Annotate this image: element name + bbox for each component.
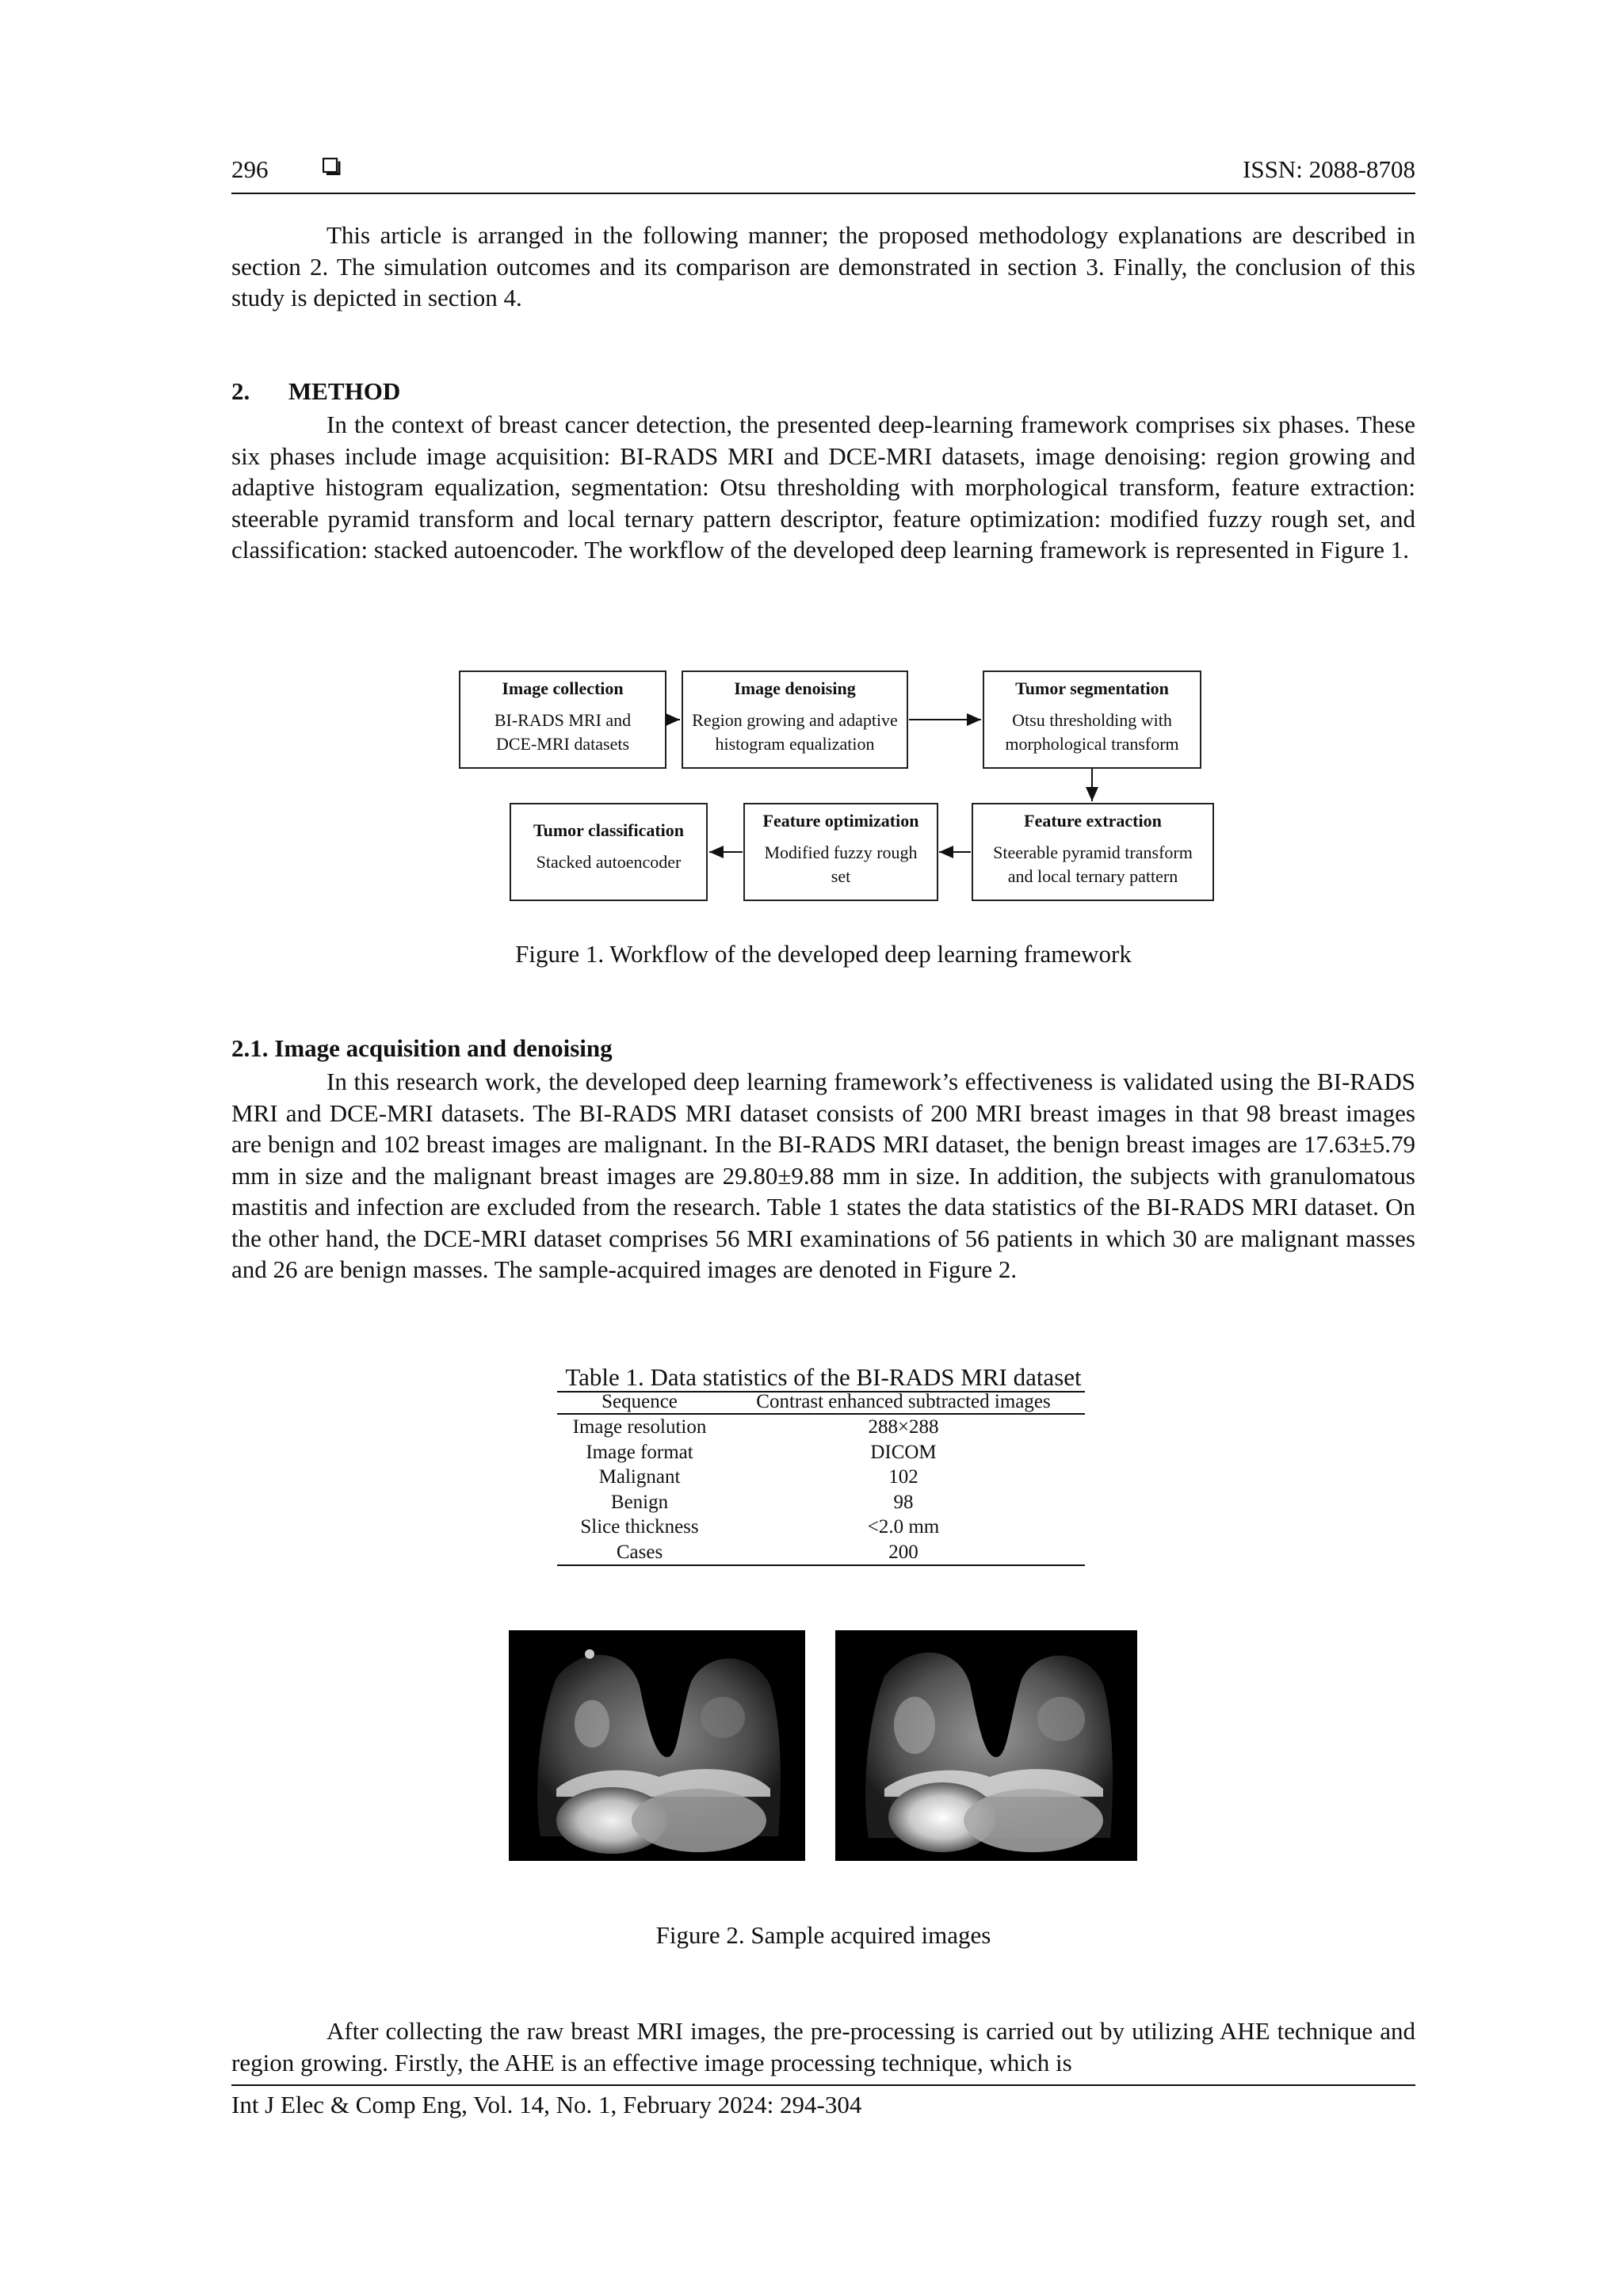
flow-box-text: set [831, 866, 851, 886]
flow-box-text: Otsu thresholding with [1012, 710, 1172, 730]
data-statistics-table [557, 1391, 1085, 1566]
table-row [557, 1440, 1085, 1465]
section-title: METHOD [288, 377, 401, 405]
figure2-caption: Figure 2. Sample acquired images [655, 1921, 991, 1949]
table-cell: Benign [610, 1491, 669, 1513]
table-cell: Malignant [598, 1466, 681, 1488]
flow-box-text: Stacked autoencoder [536, 852, 682, 872]
table-header-cell: Contrast enhanced subtracted images [722, 1391, 1085, 1414]
intro-paragraph: This article is arranged in the following manner; the proposed methodology explanations are described in section 2. The simulation outcomes and its comparison are demonstrated in section 3. Finally, the conclusion of this study is depicted in section 4. [231, 221, 1415, 311]
flow-box-text: Region growing and adaptive [692, 710, 898, 730]
figure1-caption: Figure 1. Workflow of the developed deep learning framework [515, 940, 1132, 968]
table-cell: Image resolution [572, 1416, 707, 1438]
table-row [557, 1490, 1085, 1515]
table-header-row [557, 1391, 1085, 1414]
table-cell: 102 [888, 1466, 918, 1488]
flow-box-title: Image collection [502, 678, 624, 698]
mri-image-left [509, 1630, 805, 1861]
table-cell: 200 [722, 1540, 1085, 1566]
journal-issn: ISSN: 2088-8708 [1243, 155, 1415, 183]
flow-box-title: Tumor segmentation [1015, 678, 1169, 698]
flow-box-text: Steerable pyramid transform [993, 842, 1193, 862]
method-paragraph: In the context of breast cancer detection, the presented deep-learning framework comprises six phases. These six phases include image acquisition: BI-RADS MRI and DCE-MRI datasets, image denoising: region growing and adaptive histogram equalization, segmentation: Otsu thresholding with morphological transform, feature extraction: steerable pyramid transform and local ternary pattern descriptor, feature optimization: modified fuzzy rough set, and classification: stacked autoencoder. The workflow of the developed deep learning framework is represented in Figure 1. [231, 411, 1415, 563]
acquisition-paragraph: In this research work, the developed deep learning framework’s effectiveness is validated using the BI-RADS MRI and DCE-MRI datasets. The BI-RADS MRI dataset consists of 200 MRI breast images in that 98 breast images are benign and 102 breast images are malignant. In the BI-RADS MRI dataset, the benign breast images are 17.63±5.79 mm in size and the malignant breast images are 29.80±9.88 mm in size. In addition, the subjects with granulomatous mastitis and infection are excluded from the research. Table 1 states the data statistics of the BI-RADS MRI dataset. On the other hand, the DCE-MRI dataset comprises 56 MRI examinations of 56 patients in which 30 are malignant masses and 26 are benign masses. The sample-acquired images are denoted in Figure 2. [231, 1068, 1415, 1283]
table-cell: Slice thickness [580, 1516, 699, 1538]
subsection-heading: 2.1. Image acquisition and denoising [231, 1034, 613, 1062]
section-number: 2. [231, 377, 250, 405]
flow-box-text: histogram equalization [715, 734, 875, 754]
table-cell: Cases [557, 1540, 722, 1566]
footer-rule [231, 2084, 1415, 2086]
header-rule [231, 193, 1415, 194]
table-cell: 98 [893, 1491, 914, 1513]
table-row [557, 1515, 1085, 1540]
page-number: 296 [231, 155, 269, 183]
flow-box-title: Feature optimization [762, 811, 919, 831]
mri-image-right [835, 1630, 1137, 1861]
flow-box-title: Image denoising [734, 678, 856, 698]
flow-box-text: morphological transform [1005, 734, 1179, 754]
section-heading-method [231, 377, 400, 406]
flow-box-text: BI-RADS MRI and [494, 710, 632, 730]
table1-title: Table 1. Data statistics of the BI-RADS MRI dataset [565, 1363, 1082, 1391]
table-header-cell: Sequence [557, 1391, 722, 1414]
flow-box-text: DCE-MRI datasets [495, 734, 630, 754]
journal-citation-footer: Int J Elec & Comp Eng, Vol. 14, No. 1, February 2024: 294-304 [231, 2091, 862, 2118]
flow-arrows [444, 658, 1236, 919]
table-row [557, 1540, 1085, 1566]
table-cell: Image format [586, 1441, 693, 1463]
table-cell: <2.0 mm [867, 1516, 940, 1538]
checkbox-square-icon [323, 158, 341, 176]
table-row [557, 1414, 1085, 1440]
flow-box-title: Feature extraction [1024, 811, 1162, 831]
flow-box-title: Tumor classification [533, 820, 685, 840]
flow-box-text: and local ternary pattern [1007, 866, 1178, 886]
table-row [557, 1465, 1085, 1490]
table-cell: 288×288 [868, 1416, 939, 1438]
table-cell: DICOM [870, 1441, 937, 1463]
preprocessing-paragraph: After collecting the raw breast MRI images, the pre-processing is carried out by utilizing AHE technique and region growing. Firstly, the AHE is an effective image processing technique, which is [231, 2017, 1415, 2076]
flow-box-text: Modified fuzzy rough [764, 842, 918, 862]
